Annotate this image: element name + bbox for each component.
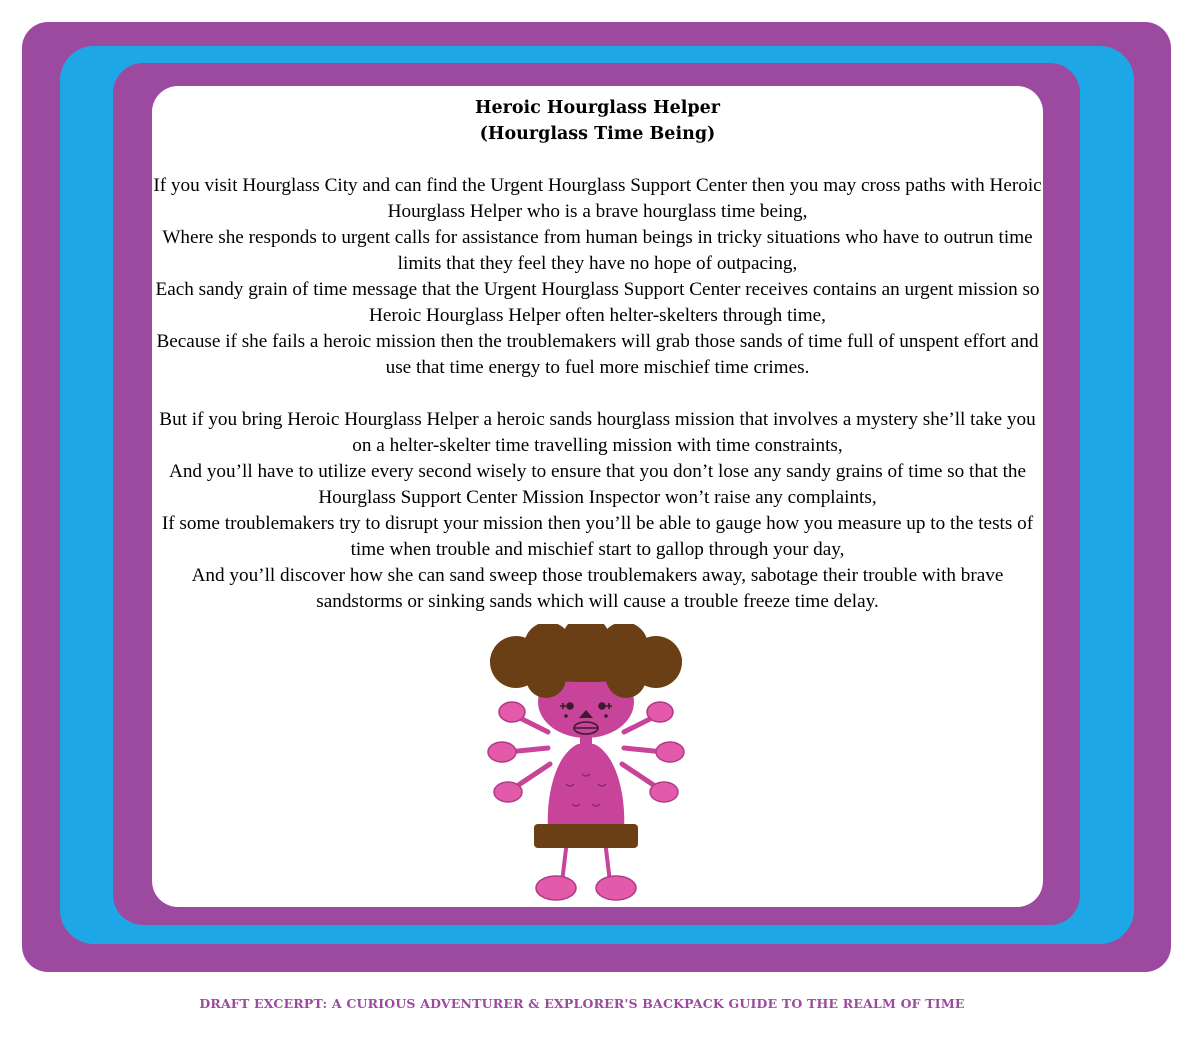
stanza-1-line-1: If you visit Hourglass City and can find the Urgent Hourglass Support Center then you may cross paths with Heroic Hourglass Helper who is a brave hourglass time being, — [153, 175, 1042, 222]
legs — [562, 849, 610, 882]
stanza-1 — [152, 173, 1043, 381]
poem-body — [152, 173, 1043, 641]
page-title — [152, 95, 1043, 147]
belt — [534, 824, 638, 848]
stanza-2-line-4: And you’ll discover how she can sand sweep those troublemakers away, sabotage their trouble with brave sandstorms or sinking sands which will cause a trouble freeze time delay. — [191, 565, 1004, 612]
stanza-2 — [152, 407, 1043, 615]
body — [548, 744, 625, 829]
footer-caption: DRAFT EXCERPT: A CURIOUS ADVENTURER & EXPLORER'S BACKPACK GUIDE TO THE REALM OF TIME — [199, 996, 965, 1011]
title-line-2: (Hourglass Time Being) — [479, 124, 716, 144]
stanza-2-line-1: But if you bring Heroic Hourglass Helper a heroic sands hourglass mission that involves a mystery she’ll take you on a helter-skelter time travelling mission with time constraints, — [159, 409, 1036, 456]
stanza-2-line-3: If some troublemakers try to disrupt your mission then you’ll be able to gauge how you measure up to the tests of time when trouble and mischief start to gallop through your day, — [161, 513, 1034, 560]
stanza-1-line-4: Because if she fails a heroic mission then the troublemakers will grab those sands of time full of unspent effort and use that time energy to fuel more mischief time crimes. — [156, 331, 1039, 378]
stanza-1-line-2: Where she responds to urgent calls for assistance from human beings in tricky situations who have to outrun time limits that they feel they have no hope of outpacing, — [162, 227, 1033, 274]
hourglass-helper-illustration — [486, 624, 686, 906]
stanza-1-line-3: Each sandy grain of time message that the Urgent Hourglass Support Center receives contains an urgent mission so Heroic Hourglass Helper often helter-skelters through time, — [155, 279, 1040, 326]
stanza-2-line-2: And you’ll have to utilize every second wisely to ensure that you don’t lose any sandy grains of time so that the Hourglass Support Center Mission Inspector won’t raise any complaints, — [168, 461, 1027, 508]
pompom-feet — [536, 876, 636, 900]
title-line-1: Heroic Hourglass Helper — [474, 98, 721, 118]
